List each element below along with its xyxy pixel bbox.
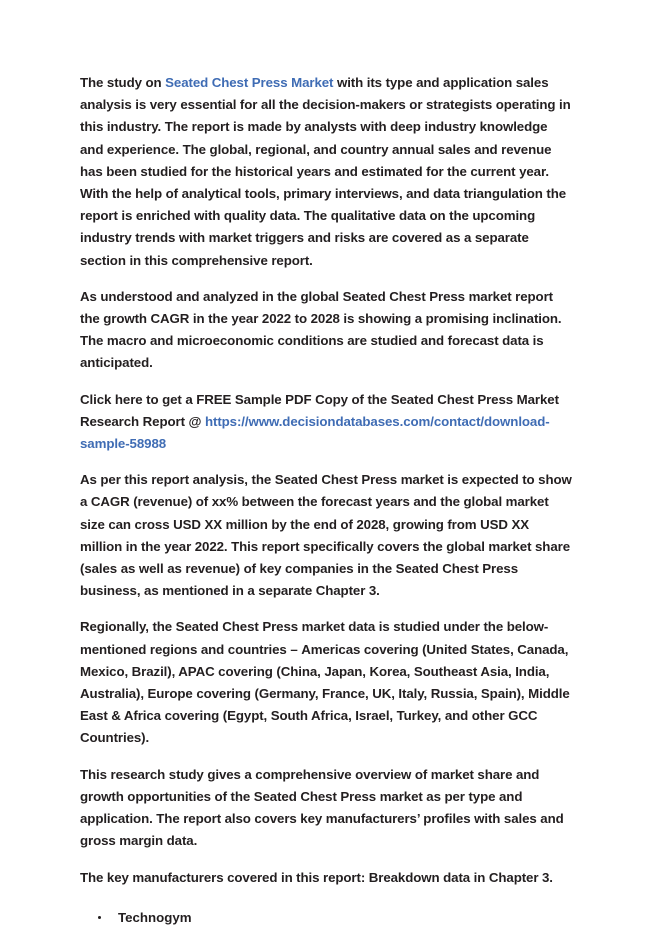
bullet-dot-icon bbox=[98, 916, 101, 919]
sample-cta-lead: Click here to get a FREE Sample PDF Copy of the Seated Chest Press Market Research Report @ bbox=[80, 391, 559, 429]
list-item bbox=[80, 907, 572, 929]
paragraph-sample-cta bbox=[80, 389, 572, 456]
manufacturers-heading: The key manufacturers covered in this report: Breakdown data in Chapter 3. bbox=[80, 869, 553, 885]
regional-regions-bold: Americas covering (United States, Canada, Mexico, Brazil), APAC covering (China, Japan, Korea, Southeast Asia, India, Australia), Europe covering (Germany, France, UK, Italy, Russia, Spain), Middle East & Africa covering (Egypt, South Africa, Israel, Turkey, and other GCC Countries). bbox=[80, 641, 570, 746]
manufacturer-name: Technogym bbox=[118, 909, 192, 925]
document-body bbox=[80, 72, 572, 933]
paragraph-regional-coverage bbox=[80, 616, 572, 749]
regional-lead: Regionally, the Seated Chest Press market data is studied under the below-mentioned regions and countries – bbox=[80, 619, 549, 657]
paragraph-cagr-outlook: As understood and analyzed in the global Seated Chest Press market report the growth CAGR in the year 2022 to 2028 is showing a promising inclination. The macro and microeconomic conditions are studied and forecast data is anticipated. bbox=[80, 288, 562, 371]
paragraph-report-analysis: As per this report analysis, the Seated Chest Press market is expected to show a CAGR (revenue) of xx% between the forecast years and the global market size can cross USD XX million by the end of 2028, growing from USD XX million in the year 2022. This report specifically covers the global market share (sales as well as revenue) of key companies in the Seated Chest Press business, as mentioned in a separate Chapter 3. bbox=[80, 472, 572, 599]
paragraph-intro-rest: with its type and application sales analysis is very essential for all the decision-makers or strategists operating in this industry. The report is made by analysts with deep industry knowledge and experience. The global, regional, and country annual sales and revenue has been studied for the historical years and estimated for the current year. With the help of analytical tools, primary interviews, and data triangulation the report is enriched with quality data. The qualitative data on the upcoming industry trends with market triggers and risks are covered as a separate section in this comprehensive report. bbox=[80, 75, 571, 268]
paragraph-intro bbox=[80, 72, 572, 272]
paragraph-research-overview: This research study gives a comprehensive overview of market share and growth opportunities of the Seated Chest Press market as per type and application. The report also covers key manufacturers’ profiles with sales and gross margin data. bbox=[80, 766, 564, 849]
market-name-link[interactable]: Seated Chest Press Market bbox=[165, 75, 334, 90]
manufacturers-list bbox=[80, 907, 572, 929]
paragraph-intro-lead: The study on bbox=[80, 75, 166, 90]
sample-download-link[interactable]: https://www.decisiondatabases.com/contact/download-sample-58988 bbox=[80, 413, 550, 452]
